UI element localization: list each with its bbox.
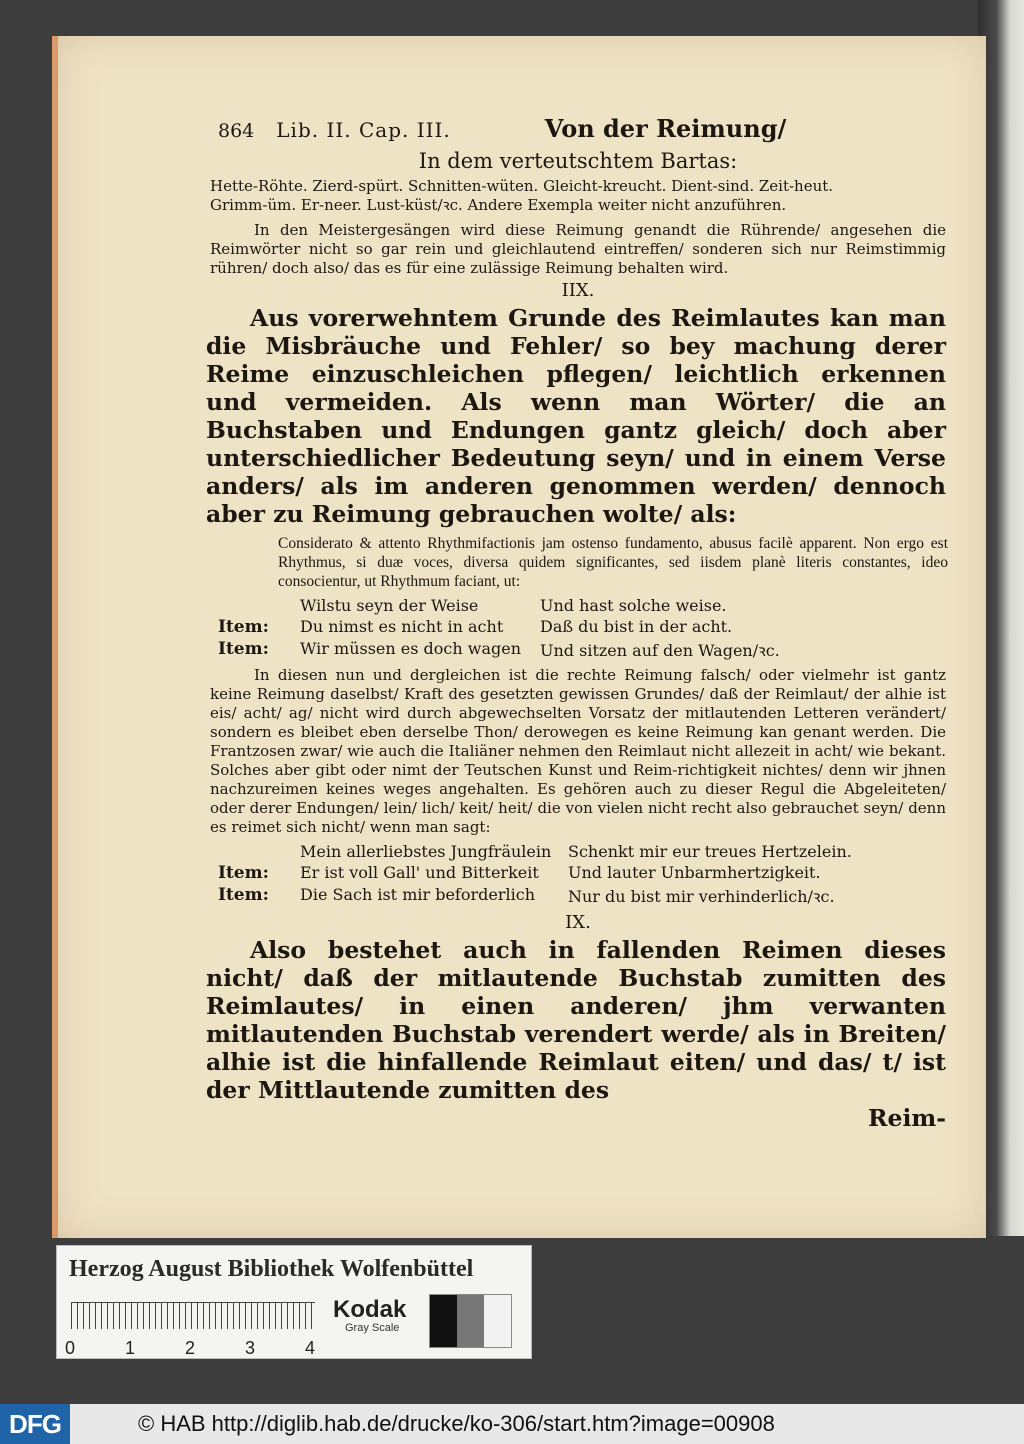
- section-number-8: IIX.: [561, 280, 595, 301]
- examples-block: [210, 177, 946, 278]
- verse-left: Wilstu seyn der Weise: [300, 596, 479, 615]
- section-9-body: [206, 936, 946, 1132]
- meistergesang-paragraph: In den Meistergesängen wird diese Reimung genandt die Rührende/ angesehen die Reimwörter nicht so gar rein und gleichlautend eintreffen/ sonderen sich nur Reimstimmig rühren/ doch also/ das es für eine zulässige Reimung behalten wird.: [210, 221, 946, 277]
- ruler-number: 2: [185, 1338, 196, 1358]
- section-9-text: Also bestehet auch in fallenden Reimen dieses nicht/ daß der mitlautende Buchstab zumitten des Reimlautes/ in einen anderen/ jhm verwanten mitlautenden Buchstab verendert werde/ als in Breiten/ alhie ist die hinfallende Reimlaut eiten/ und das/ t/ ist der Mittlautende zumitten des: [206, 936, 946, 1104]
- latin-paragraph: Considerato & attento Rhythmifactionis jam ostenso fundamento, abusus facilè apparent. Non ergo est Rhythmus, si duæ voces, diversa quidem significantes, sed iisdem planè literis constantes, ideo consocientur, ut Rhythmum faciant, ut:: [278, 535, 948, 590]
- gray-scale-swatches: [429, 1294, 512, 1348]
- verse-left: Du nimst es nicht in acht: [300, 617, 504, 636]
- verse-right: Und lauter Unbarmhertzigkeit.: [568, 863, 821, 882]
- verse-left: Er ist voll Gall' und Bitterkeit: [300, 863, 539, 882]
- scale-ruler: [71, 1302, 315, 1329]
- section-number-9: IX.: [565, 912, 591, 933]
- ruler-number: 1: [125, 1338, 136, 1358]
- kodak-subtitle: Gray Scale: [345, 1322, 400, 1334]
- verse-right: Daß du bist in der acht.: [540, 617, 733, 636]
- commentary-text: In diesen nun und dergleichen ist die rechte Reimung falsch/ oder vielmehr ist gantz keine Reimung daselbst/ Kraft des gesetzten gewissen Grundes/ daß der Reimlaut/ der alhie ist eis/ acht/ ag/ nicht wird durch abgewechselten Vorsatz der mitlautenden Letteren verändert/ sondern es bleibet eben derselbe Thon/ derowegen es keine Reimung kan genant werden. Die Frantzosen zwar/ wie auch die Italiäner nehmen den Reimlaut nicht allezeit in acht/ wie bekant. Solches aber gibt oder nimt der Teutschen Kunst und Reim-richtigkeit nichtes/ denn wir jhnen nachzureimen keines weges angehalten. Es gehören auch zu dieser Regul die Abgeleiteten/ oder derer Endungen/ lein/ lich/ keit/ heit/ die von vielen nicht recht also gebrauchet seyn/ denn es reimet sich nicht/ wenn man sagt:: [210, 666, 946, 836]
- library-label-card: [56, 1245, 532, 1359]
- catchword: Reim-: [867, 1104, 946, 1132]
- commentary-block: [210, 666, 946, 837]
- subheading: In dem verteutschtem Bartas:: [418, 149, 738, 173]
- verse-right: Nur du bist mir verhinderlich/ꝛc.: [568, 887, 835, 906]
- section-8-text: Aus vorerwehntem Grunde des Reimlautes kan man die Misbräuche und Fehler/ so bey machung derer Reime einzuschleichen pflegen/ leichtlich erkennen und vermeiden. Als wenn man Wörter/ die an Buchstaben und Endungen gantz gleich/ doch aber unterschiedlicher Bedeutung seyn/ und in einem Verse anders/ als im anderen genommen werden/ dennoch aber zu Reimung gebrauchen wolte/ als:: [206, 304, 946, 528]
- verse-left: Die Sach ist mir beforderlich: [300, 885, 535, 904]
- section-8-body: [206, 304, 946, 528]
- verse-row: [218, 638, 780, 662]
- verse-row: [218, 862, 852, 884]
- ruler-numbers: [65, 1338, 325, 1356]
- verse-label: Item:: [218, 885, 269, 905]
- footer-bar: [0, 1404, 1024, 1444]
- swatch-white: [484, 1295, 511, 1347]
- verse-label: [218, 841, 300, 862]
- kodak-brand: Kodak: [333, 1296, 407, 1323]
- page-content: [206, 114, 948, 1132]
- verse-row: [218, 841, 852, 862]
- running-title: Von der Reimung/: [544, 114, 787, 143]
- verse-row: [218, 884, 852, 908]
- book-page: [52, 36, 986, 1238]
- verse-row: [218, 616, 780, 638]
- verse-right: Und sitzen auf den Wagen/ꝛc.: [540, 641, 780, 660]
- ruler-number: 0: [65, 1338, 76, 1358]
- examples-line-2: Grimm-üm. Er-neer. Lust-küst/ꝛc. Andere Exempla weiter nicht anzuführen.: [210, 196, 787, 214]
- verse-examples: [218, 595, 780, 662]
- verse-row: [218, 595, 780, 616]
- verse-label: Item:: [218, 863, 269, 883]
- verse-left: Mein allerliebstes Jungfräulein: [300, 842, 552, 861]
- verse-examples-2: [218, 841, 852, 908]
- book-reference: Lib. II. Cap. III.: [276, 118, 451, 142]
- verse-label: Item:: [218, 639, 269, 659]
- copyright-link[interactable]: © HAB http://diglib.hab.de/drucke/ko-306/start.htm?image=00908: [138, 1411, 775, 1436]
- ruler-number: 3: [245, 1338, 256, 1358]
- swatch-gray: [457, 1295, 484, 1347]
- library-name: Herzog August Bibliothek Wolfenbüttel: [69, 1256, 474, 1282]
- dfg-logo[interactable]: DFG: [0, 1404, 70, 1444]
- verse-left: Wir müssen es doch wagen: [300, 639, 522, 658]
- examples-line-1: Hette-Röhte. Zierd-spürt. Schnitten-wüten. Gleicht-kreucht. Dient-sind. Zeit-heut.: [210, 177, 834, 195]
- swatch-black: [430, 1295, 457, 1347]
- verse-right: Und hast solche weise.: [540, 596, 727, 615]
- verse-label: Item:: [218, 617, 269, 637]
- ruler-number: 4: [305, 1338, 316, 1358]
- page-number: 864: [218, 120, 255, 142]
- kodak-logo: [333, 1296, 406, 1334]
- page-header: [218, 114, 938, 143]
- verse-right: Schenkt mir eur treues Hertzelein.: [568, 842, 852, 861]
- verse-label: [218, 595, 300, 616]
